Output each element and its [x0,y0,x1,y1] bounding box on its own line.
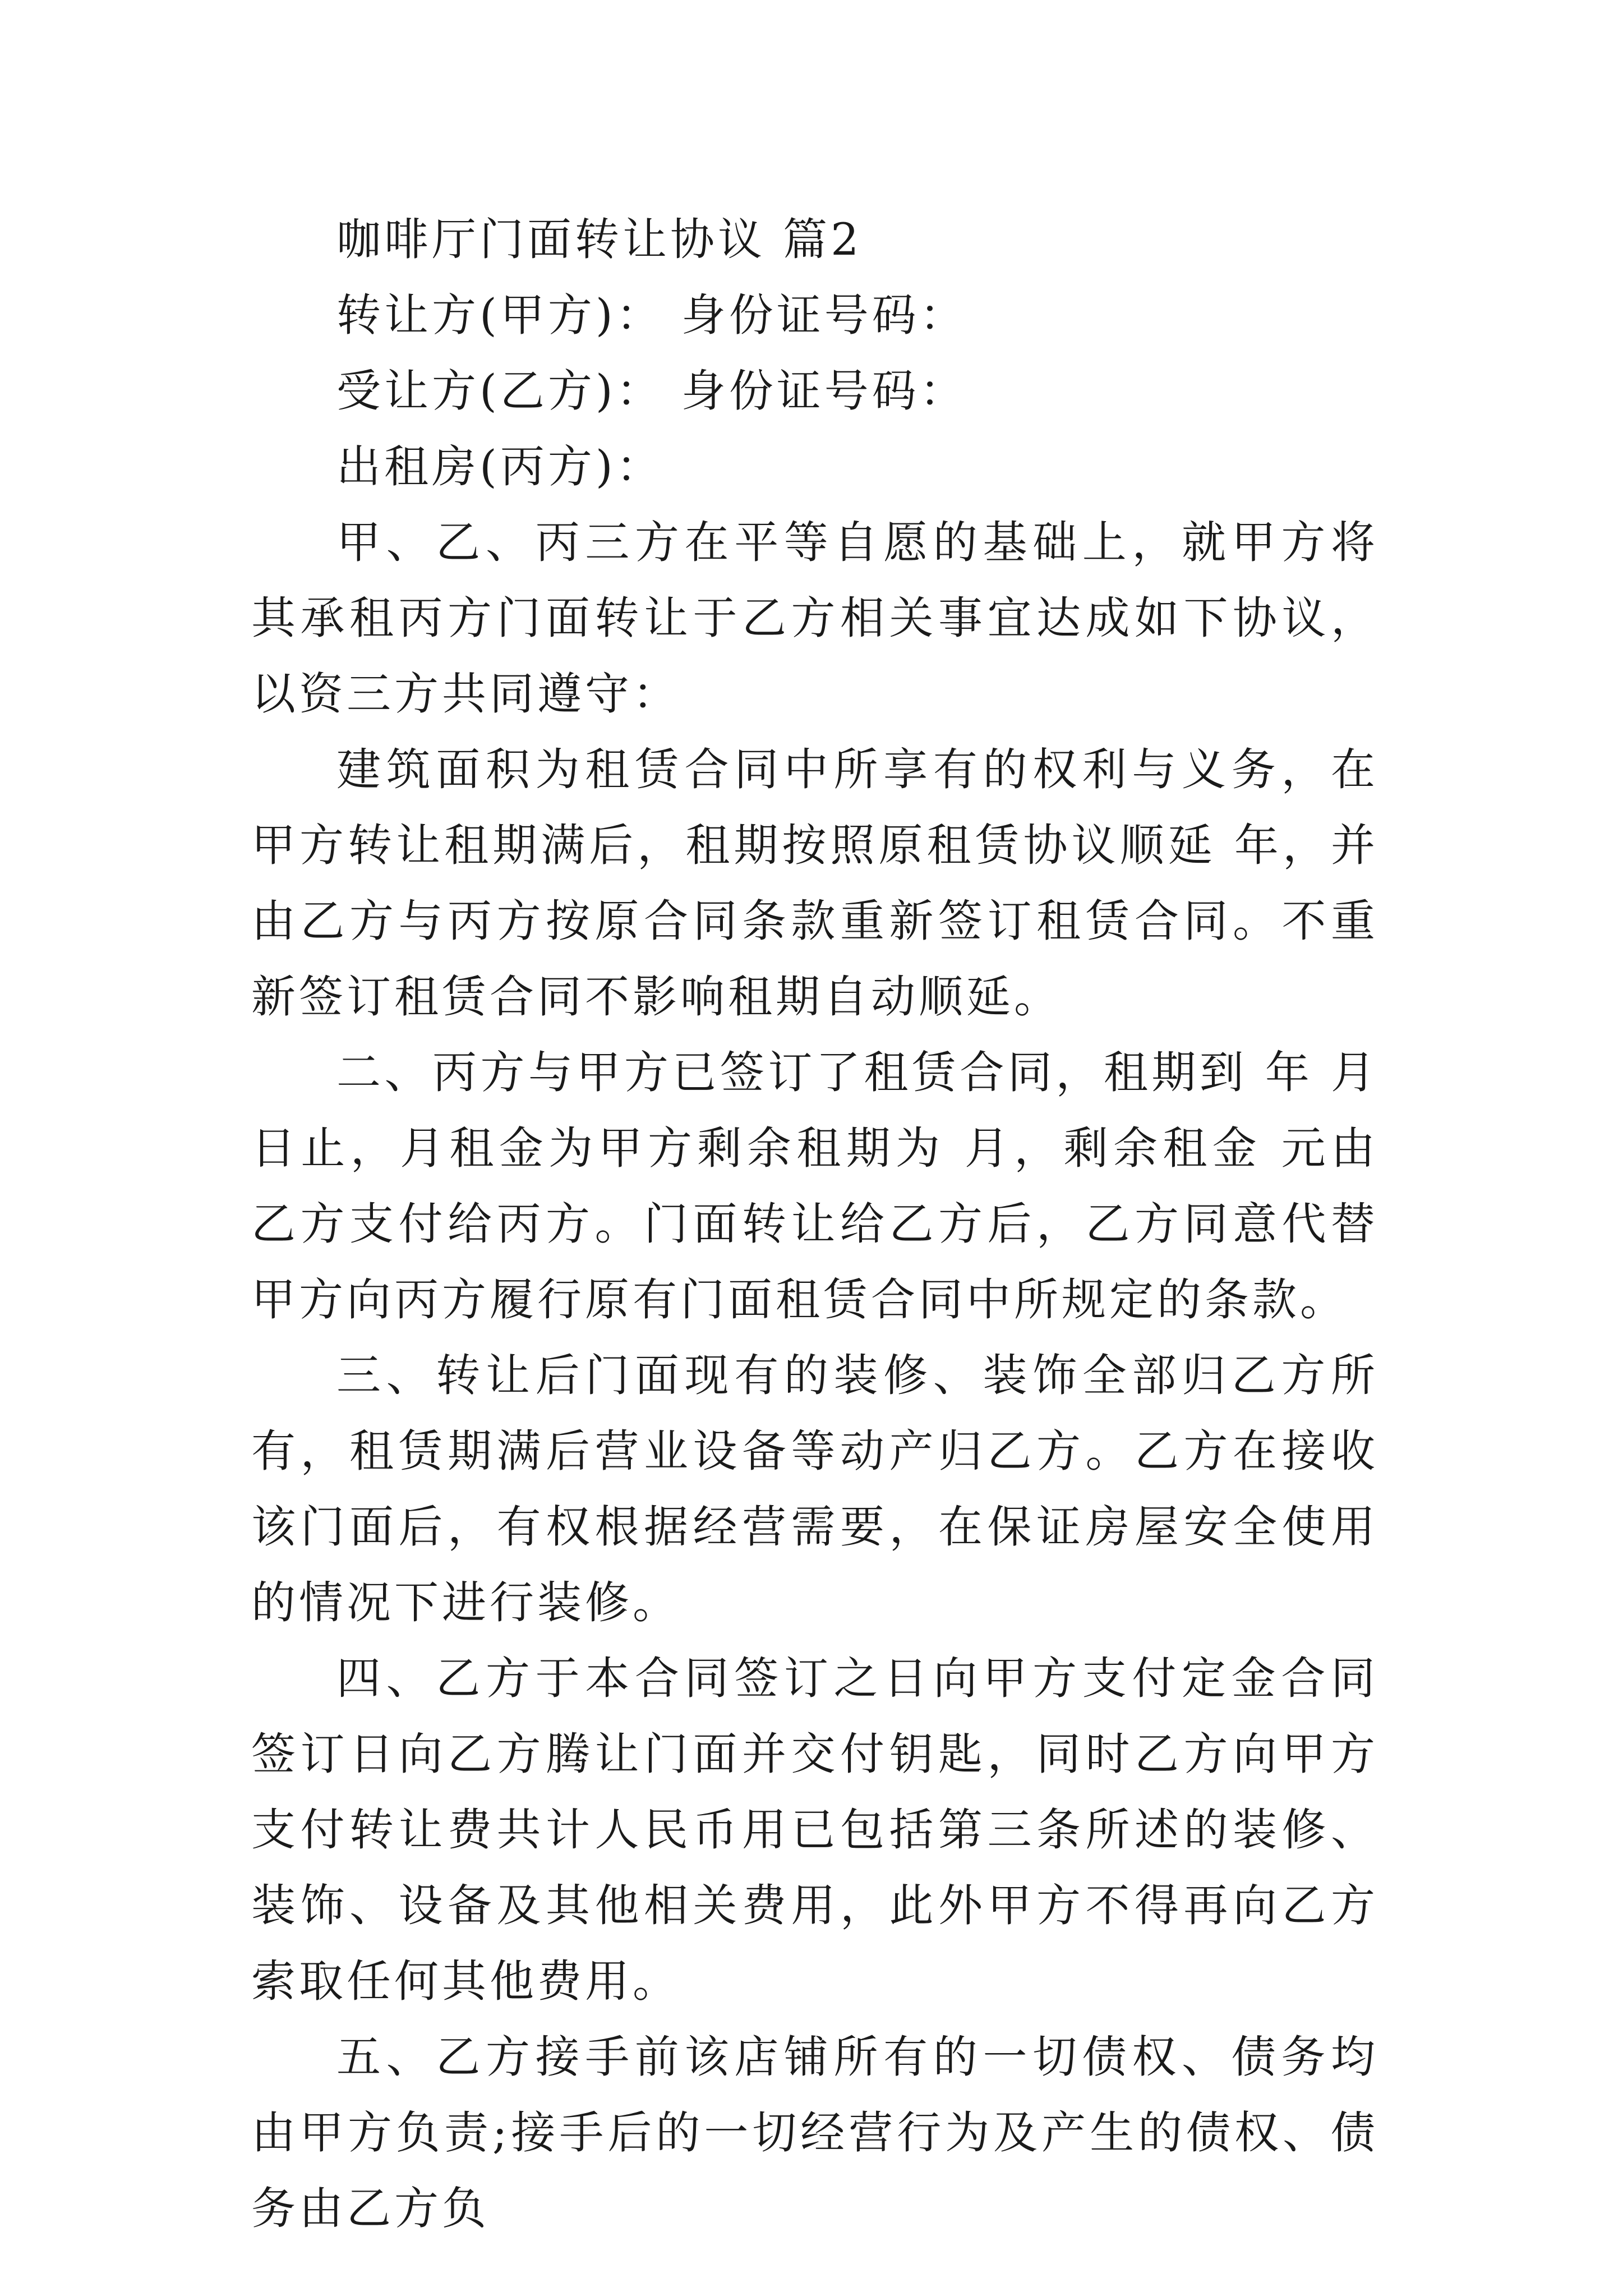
party-b-line: 受让方(乙方)： 身份证号码： [336,365,967,417]
document-body [251,202,1378,2247]
paragraph-clause-1: 建筑面积为租赁合同中所享有的权利与义务，在甲方转让租期满后，租期按照原租赁协议顺延 年，并由乙方与丙方按原合同条款重新签订租赁合同。不重新签订租赁合同不影响租期自动顺延。 [251,744,1378,1023]
paragraph-preamble: 甲、乙、丙三方在平等自愿的基础上，就甲方将其承租丙方门面转让于乙方相关事宜达成如下协议，以资三方共同遵守： [251,517,1378,720]
party-c-line: 出租房(丙方)： [336,441,664,493]
paragraph-clause-5: 五、乙方接手前该店铺所有的一切债权、债务均由甲方负责;接手后的一切经营行为及产生的债权、债务由乙方负 [251,2031,1378,2234]
paragraph-clause-4: 四、乙方于本合同签订之日向甲方支付定金合同签订日向乙方腾让门面并交付钥匙，同时乙方向甲方支付转让费共计人民币用已包括第三条所述的装修、装饰、设备及其他相关费用，此外甲方不得再向乙方索取任何其他费用。 [251,1653,1378,2007]
paragraph-clause-3: 三、转让后门面现有的装修、装饰全部归乙方所有，租赁期满后营业设备等动产归乙方。乙方在接收该门面后，有权根据经营需要，在保证房屋安全使用的情况下进行装修。 [251,1350,1378,1628]
paragraph-clause-2: 二、丙方与甲方已签订了租赁合同，租期到 年 月 日止，月租金为甲方剩余租期为 月，剩余租金 元由乙方支付给丙方。门面转让给乙方后，乙方同意代替甲方向丙方履行原有门面租赁合同中所规定的条款。 [251,1047,1378,1326]
document-title: 咖啡厅门面转让协议 篇2 [336,214,863,265]
party-a-line: 转让方(甲方)： 身份证号码： [336,289,967,341]
